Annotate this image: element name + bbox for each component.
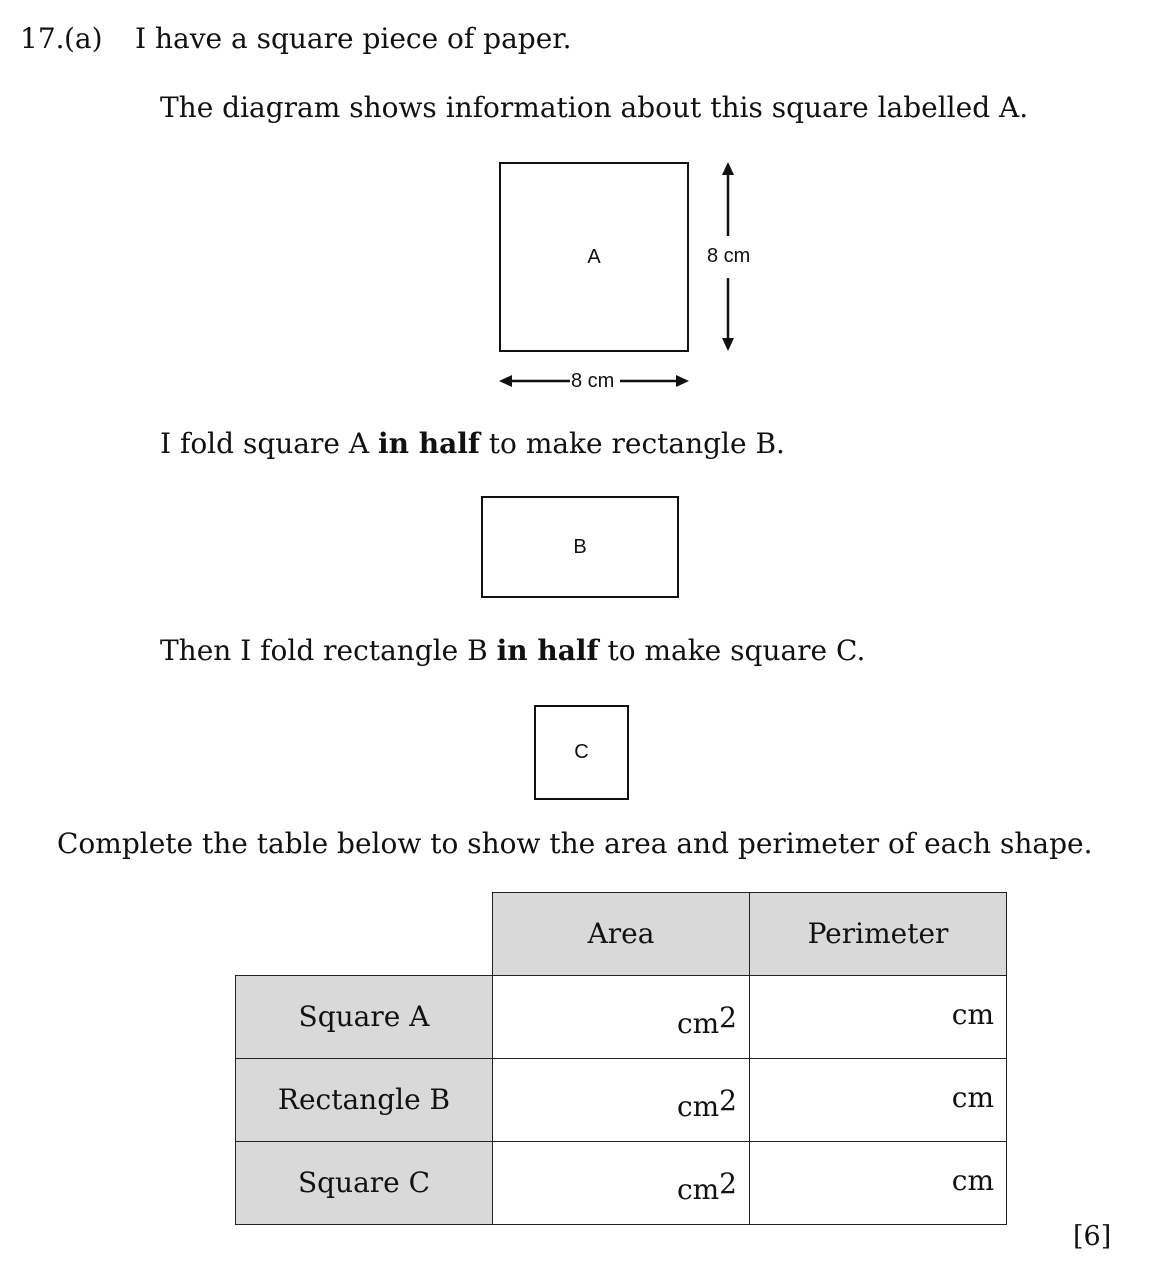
intro-text: I have a square piece of paper.	[135, 22, 572, 55]
area-unit	[676, 1166, 737, 1206]
table-row	[236, 1058, 1007, 1141]
fold-b-text-post: to make square C.	[598, 634, 866, 667]
perimeter-unit: cm	[951, 1163, 994, 1197]
answer-table	[235, 892, 1007, 1225]
perimeter-unit: cm	[951, 1080, 994, 1114]
perimeter-unit: cm	[951, 997, 994, 1031]
diagram-description: The diagram shows information about this square labelled A.	[160, 91, 1029, 124]
area-unit-text: cm	[676, 1089, 720, 1123]
fold-a-text-post: to make rectangle B.	[479, 427, 785, 460]
area-unit-power: 2	[719, 1000, 737, 1034]
square-a-width-label: 8 cm	[571, 370, 615, 392]
width-arrowhead-right	[676, 375, 689, 387]
fold-b-text-pre: Then I fold rectangle B	[160, 634, 497, 667]
fold-a-text-bold: in half	[377, 427, 480, 460]
question-part: (a)	[64, 22, 103, 55]
area-answer-rectangle-b[interactable]	[493, 1058, 750, 1141]
square-a-height-label: 8 cm	[707, 245, 751, 267]
area-unit-power: 2	[719, 1166, 737, 1200]
table-header-row	[236, 893, 1007, 976]
dimension-arrows	[0, 0, 1152, 420]
width-arrowhead-left	[499, 375, 512, 387]
perimeter-header: Perimeter	[750, 893, 1007, 976]
perimeter-answer-square-c[interactable]	[750, 1141, 1007, 1224]
height-arrowhead-up	[722, 162, 734, 175]
row-label-rectangle-b: Rectangle B	[236, 1058, 493, 1141]
marks-indicator: [6]	[1073, 1221, 1112, 1252]
area-unit-text: cm	[676, 1006, 720, 1040]
area-answer-square-c[interactable]	[493, 1141, 750, 1224]
fold-a-text-pre: I fold square A	[160, 427, 378, 460]
table-row	[236, 1141, 1007, 1224]
square-a-label: A	[587, 246, 601, 268]
area-answer-square-a[interactable]	[493, 975, 750, 1058]
rectangle-b-shape	[481, 496, 679, 598]
area-unit-text: cm	[676, 1172, 720, 1206]
area-header: Area	[493, 893, 750, 976]
square-c-shape	[534, 705, 629, 800]
fold-b-text	[160, 634, 865, 667]
area-unit-power: 2	[719, 1083, 737, 1117]
rectangle-b-label: B	[573, 536, 587, 558]
fold-b-text-bold: in half	[496, 634, 599, 667]
table-corner-cell	[236, 893, 493, 976]
fold-a-text	[160, 427, 785, 460]
question-number: 17.	[20, 22, 65, 55]
row-label-square-c: Square C	[236, 1141, 493, 1224]
area-unit	[676, 1000, 737, 1040]
height-arrowhead-down	[722, 338, 734, 351]
row-label-square-a: Square A	[236, 975, 493, 1058]
area-unit	[676, 1083, 737, 1123]
perimeter-answer-square-a[interactable]	[750, 975, 1007, 1058]
table-instruction: Complete the table below to show the area and perimeter of each shape.	[57, 827, 1093, 860]
table-row	[236, 975, 1007, 1058]
square-c-label: C	[574, 741, 589, 763]
perimeter-answer-rectangle-b[interactable]	[750, 1058, 1007, 1141]
